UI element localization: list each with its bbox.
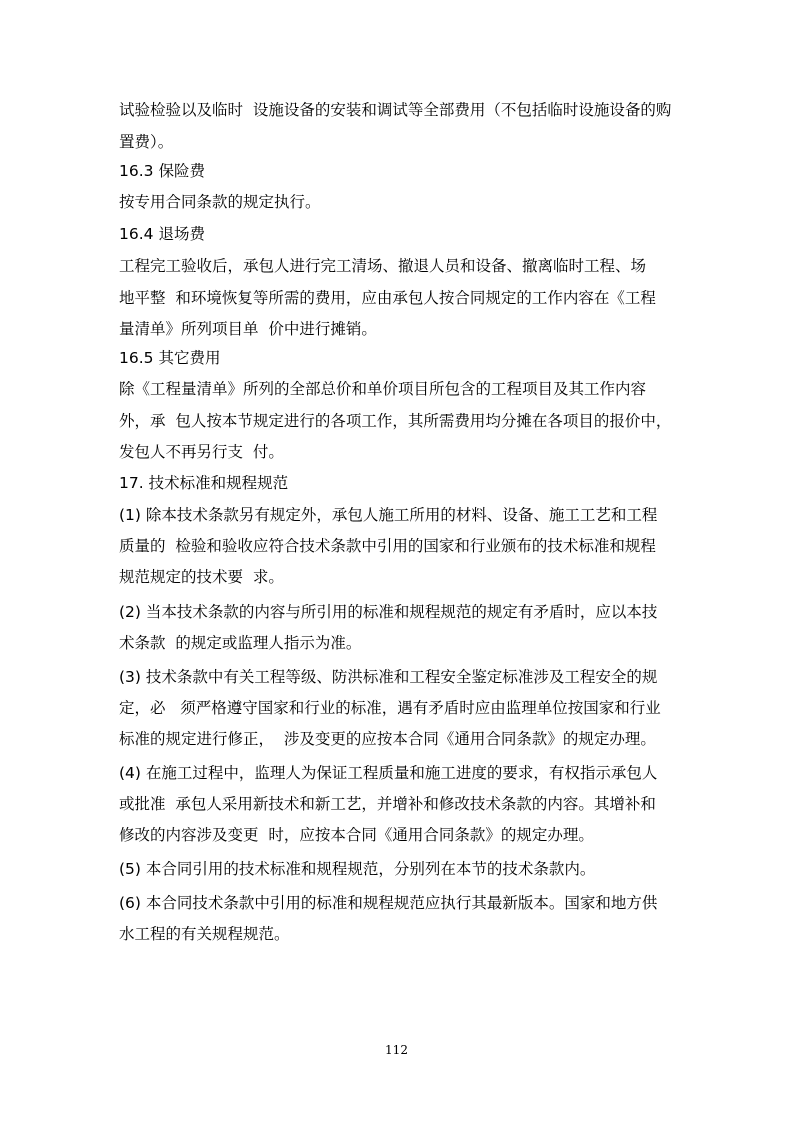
text-line: (5) 本合同引用的技术标准和规程规范，分别列在本节的技术条款内。 xyxy=(119,860,596,878)
text-line: 地平整 和环境恢复等所需的费用，应由承包人按合同规定的工作内容在《工程 xyxy=(119,289,656,307)
text-line: (2) 当本技术条款的内容与所引用的标准和规程规范的规定有矛盾时，应以本技 xyxy=(119,603,658,621)
text-line: 或批准 承包人采用新技术和新工艺，并增补和修改技术条款的内容。其增补和 xyxy=(119,795,656,813)
page-number: 112 xyxy=(385,1043,408,1057)
text-line: (6) 本合同技术条款中引用的标准和规程规范应执行其最新版本。国家和地方供 xyxy=(119,894,658,912)
text-line: (1) 除本技术条款另有规定外，承包人施工所用的材料、设备、施工工艺和工程 xyxy=(119,506,658,524)
section-heading-16-5: 16.5 其它费用 xyxy=(119,349,221,367)
text-line: 标准的规定进行修正， 涉及变更的应按本合同《通用合同条款》的规定办理。 xyxy=(119,730,656,748)
text-line: 定，必 须严格遵守国家和行业的标准，遇有矛盾时应由监理单位按国家和行业 xyxy=(119,699,661,717)
text-line: (4) 在施工过程中，监理人为保证工程质量和施工进度的要求，有权指示承包人 xyxy=(119,764,658,782)
text-line: 水工程的有关规程规范。 xyxy=(119,925,290,943)
section-heading-17: 17. 技术标准和规程规范 xyxy=(119,474,289,492)
text-line: 工程完工验收后，承包人进行完工清场、撤退人员和设备、撤离临时工程、场 xyxy=(119,257,647,275)
text-line: (3) 技术条款中有关工程等级、防洪标准和工程安全鉴定标准涉及工程安全的规 xyxy=(119,668,658,686)
text-line: 发包人不再另行支 付。 xyxy=(119,443,284,461)
text-line: 置费）。 xyxy=(119,133,174,151)
text-line: 质量的 检验和验收应符合技术条款中引用的国家和行业颁布的技术标准和规程 xyxy=(119,537,656,555)
text-line: 术条款 的规定或监理人指示为准。 xyxy=(119,634,362,652)
text-line: 除《工程量清单》所列的全部总价和单价项目所包含的工程项目及其工作内容 xyxy=(119,380,647,398)
text-line: 量清单》所列项目单 价中进行摊销。 xyxy=(119,320,377,338)
section-heading-16-3: 16.3 保险费 xyxy=(119,162,205,180)
text-line: 外，承 包人按本节规定进行的各项工作，其所需费用均分摊在各项目的报价中， xyxy=(119,412,672,430)
text-line: 试验检验以及临时 设施设备的安装和调试等全部费用（不包括临时设施设备的购 xyxy=(119,101,672,119)
text-line: 规范规定的技术要 求。 xyxy=(119,568,284,586)
text-line: 按专用合同条款的规定执行。 xyxy=(119,193,321,211)
text-line: 修改的内容涉及变更 时，应按本合同《通用合同条款》的规定办理。 xyxy=(119,826,594,844)
section-heading-16-4: 16.4 退场费 xyxy=(119,225,205,243)
